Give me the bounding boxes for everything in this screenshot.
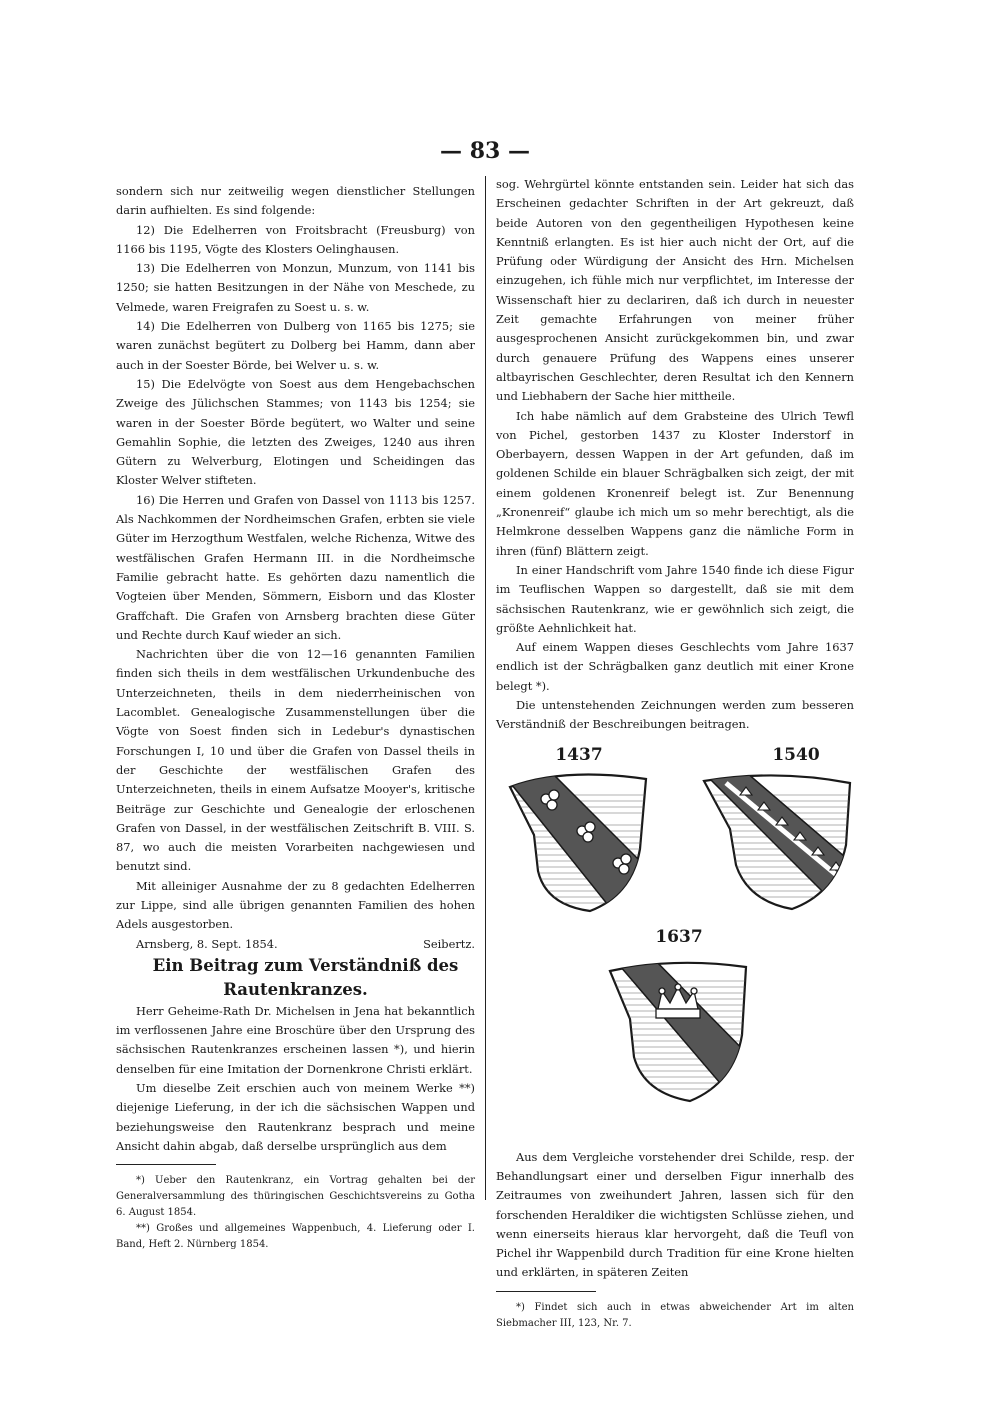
signature-name: Seibertz. <box>423 936 475 951</box>
paragraph: 16) Die Herren und Grafen von Dassel von 1113 bis 1257. Als Nachkommen der Nordheimschen Grafen, erbten sie viele Güter im Herzogthum Westfalen, welche Richenza, Witwe des westfälischen Grafen Hermann III. in die Nordheimsche Familie gebracht hatte. Es gehörten dazu namentlich die Vogteien über Menden, Sömmern, Eisborn und das Kloster Graffchaft. Die Grafen von Arnsberg brachten diese Güter und Rechte durch Kauf wieder an sich. <box>116 492 475 642</box>
paragraph: sog. Wehrgürtel könnte entstanden sein. Leider hat sich das Erscheinen gedachter Schriften in der Art gekreuzt, daß beide Autoren von den gegentheiligen Hypothesen keine Kenntniß erlangten. Es ist hier auch nicht der Ort, auf die Prüfung oder Würdigung der Ansicht des Hrn. Michelsen einzugehen, ich fühle mich nur verpflichtet, im Interesse der Wissenschaft hier zu declariren, daß ich durch in neuester Zeit gemachte Erfahrungen von meiner früher ausgesprochenen Ansicht zurückgekommen bin, und zwar durch genauere Prüfung des Wappens eines unserer altbayrischen Geschlechter, deren Resultat ich den Kennern und Liebhabern der Sache hier mittheile. <box>496 177 854 404</box>
paragraph: Die untenstehenden Zeichnungen werden zum besseren Verständniß der Beschreibungen beitragen. <box>496 698 854 732</box>
paragraph: Um dieselbe Zeit erschien auch von meinem Werke **) diejenige Lieferung, in der ich die sächsischen Wappen und beziehungsweise den Rautenkranz besprach und meine Ansicht dahin abgab, daß derselbe ursprünglich aus dem <box>116 1081 475 1153</box>
paragraph: 15) Die Edelvögte von Soest aus dem Hengebachschen Zweige des Jülichschen Stammes; von 1143 bis 1254; sie waren in der Soester Börde begütert, wo Walter und seine Gemahlin Sophie, die letzten des Zweiges, 1240 aus ihren Gütern zu Welverburg, Elotingen und Scheidingen das Kloster Welver stifteten. <box>116 376 475 488</box>
figure-1540 <box>696 745 856 915</box>
figure-year: 1637 <box>655 926 703 947</box>
shield-1437-icon <box>504 765 654 915</box>
paragraph: Nachrichten über die von 12—16 genannten Familien finden sich theils in dem westfälischen Urkundenbuche des Unterzeichneten, theils in dem niederrheinischen von Lacomblet. Genealogische Zusammenstellungen über die Vögte von Soest finden sich in Ledebur's dynastischen Forschungen I, 10 und über die Grafen von Dassel theils in der Geschichte der westfälischen Grafen des Unterzeichneten, theils in einem Aufsatze Mooyer's, kritische Beiträge zur Geschichte und Genealogie der erloschenen Grafen von Dassel, in der westfälischen Zeitschrift B. VIII. S. 87, wo auch die meisten Vorarbeiten nachgewiesen und benutzt sind. <box>116 647 475 874</box>
figure-1637 <box>604 927 754 1107</box>
coat-of-arms-figures <box>496 737 854 1132</box>
footnote-rule <box>116 1164 216 1165</box>
left-column <box>116 182 475 1253</box>
figure-1437 <box>504 745 654 915</box>
paragraph: 13) Die Edelherren von Monzun, Munzum, von 1141 bis 1250; sie hatten Besitzungen in der Nähe von Meschede, zu Velmede, waren Freigrafen zu Soest u. s. w. <box>116 261 475 314</box>
figure-year: 1540 <box>772 744 820 765</box>
paragraph: 14) Die Edelherren von Dulberg von 1165 bis 1275; sie waren zunächst begütert zu Dolberg bei Hamm, dann aber auch in der Soester Börde, bei Welver u. s. w. <box>116 319 475 372</box>
page-number: — 83 — <box>440 138 530 164</box>
paragraph: Herr Geheime-Rath Dr. Michelsen in Jena hat bekanntlich im verflossenen Jahre eine Broschüre über den Ursprung des sächsischen Rautenkranzes erscheinen lassen *), und hierin denselben für eine Imitation der Dornenkrone Christi erklärt. <box>116 1003 475 1076</box>
figure-year: 1437 <box>555 744 603 765</box>
paragraph: Aus dem Vergleiche vorstehender drei Schilde, resp. der Behandlungsart einer und derselben Figur innerhalb des Zeitraumes von zweihundert Jahren, lassen sich für den forschenden Heraldiker die wichtigsten Schlüsse ziehen, und wenn einerseits hieraus klar hervorgeht, daß die Teufl von Pichel ihr Wappenbild durch Tradition für eine Krone hielten und erklärten, in späteren Zeiten <box>496 1149 854 1280</box>
shield-1540-icon <box>696 765 856 915</box>
footnote: *) Ueber den Rautenkranz, ein Vortrag gehalten bei der Generalversammlung des thüringischen Geschichtsvereins zu Gotha 6. August 1854. <box>116 1175 475 1219</box>
paragraph: In einer Handschrift vom Jahre 1540 finde ich diese Figur im Teuflischen Wappen so dargestellt, daß sie mit dem sächsischen Rautenkranz, wie er gewöhnlich sich zeigt, die größte Aehnlichkeit hat. <box>496 562 854 635</box>
footnote: **) Großes und allgemeines Wappenbuch, 4. Lieferung oder I. Band, Heft 2. Nürnberg 1854. <box>116 1223 475 1251</box>
column-divider <box>485 176 486 1200</box>
paragraph: Auf einem Wappen dieses Geschlechts vom Jahre 1637 endlich ist der Schrägbalken ganz deutlich mit einer Krone belegt *). <box>496 640 854 693</box>
right-column <box>496 175 854 1332</box>
shield-1637-icon <box>604 947 754 1107</box>
paragraph: 12) Die Edelherren von Froitsbracht (Freusburg) von 1166 bis 1195, Vögte des Klosters Oelinghausen. <box>116 222 475 256</box>
paragraph: sondern sich nur zeitweilig wegen dienstlicher Stellungen darin aufhielten. Es sind folgende: <box>116 184 475 218</box>
article-title: Ein Beitrag zum Verständniß des Rautenkranzes. <box>152 955 459 999</box>
paragraph: Ich habe nämlich auf dem Grabsteine des Ulrich Tewfl von Pichel, gestorben 1437 zu Kloster Inderstorf in Oberbayern, dessen Wappen in der Art gefunden, daß im goldenen Schilde ein blauer Schrägbalken sich zeigt, der mit einem goldenen Kronenreif belegt ist. Zur Benennung „Kronenreif“ glaube ich mich um so mehr berechtigt, als die Helmkrone desselben Wappens ganz die nämliche Form in ihren (fünf) Blättern zeigt. <box>496 408 854 558</box>
footnote-rule <box>496 1291 596 1292</box>
footnote: *) Findet sich auch in etwas abweichender Art im alten Siebmacher III, 123, Nr. 7. <box>496 1301 854 1329</box>
signature-line <box>116 935 475 954</box>
paragraph: Mit alleiniger Ausnahme der zu 8 gedachten Edelherren zur Lippe, sind alle übrigen genannten Familien des hohen Adels ausgestorben. <box>116 878 475 932</box>
signature-place: Arnsberg, 8. Sept. 1854. <box>136 936 278 951</box>
